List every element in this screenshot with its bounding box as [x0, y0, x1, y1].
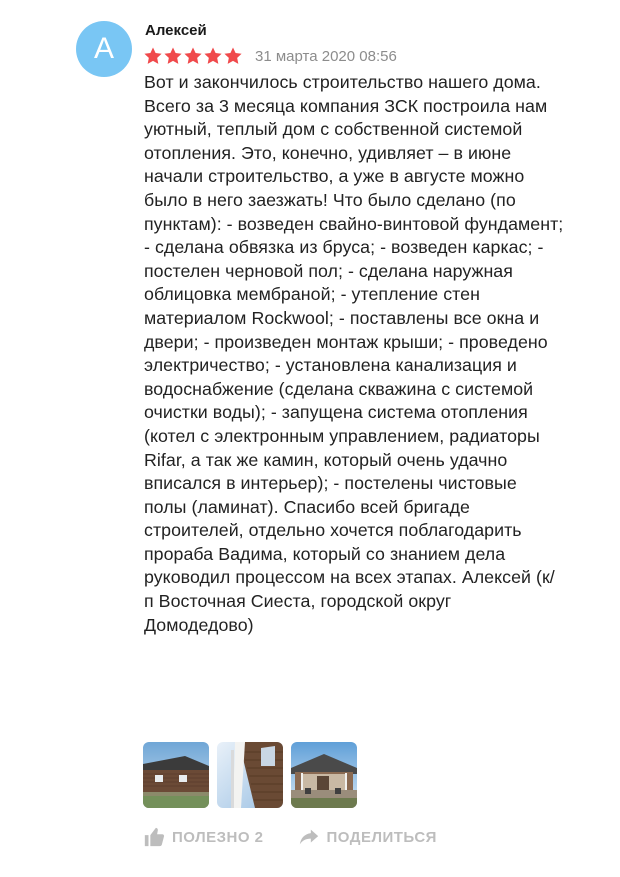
- review-actions: [143, 826, 437, 848]
- avatar-letter: А: [93, 32, 114, 65]
- review-text: Вот и закончилось строительство нашего дома. Всего за 3 месяца компания ЗСК построила нам уютный, теплый дом с собственной системой отопления. Это, конечно, удивляет – в июне начали строительство, а уже в августе можно было в него заезжать! Что было сделано (по пунктам): - возведен свайно-винтовой фундамент; - сделана обвязка из бруса; - возведен каркас; - постелен черновой пол; - сделана наружная облицовка мембраной; - утепление стен материалом Rockwool; - поставлены все окна и двери; - произведен монтаж крыши; - проведено электричество; - установлена канализация и водоснабжение (сделана скважина с системой очистки воды); - запущена система отопления (котел с электронным управлением, радиаторы Rifar, а так же камин, который очень удачно вписался в интерьер); - постелены чистовые полы (ламинат). Спасибо всей бригаде строителей, отдельно хочется поблагодарить прораба Вадима, который со знанием дела руководил процессом на всех этапах. Алексей (к/п Восточная Сиеста, городской округ Домодедово): [144, 72, 564, 635]
- share-label: ПОДЕЛИТЬСЯ: [326, 828, 437, 846]
- useful-label: ПОЛЕЗНО 2: [172, 828, 264, 846]
- avatar[interactable]: [76, 21, 132, 77]
- review-date: 31 марта 2020 08:56: [255, 47, 397, 65]
- star-icon: [203, 46, 223, 66]
- house-photo-thumbnail[interactable]: [143, 742, 209, 808]
- facade-photo-thumbnail[interactable]: [217, 742, 283, 808]
- star-icon: [223, 46, 243, 66]
- star-icon: [183, 46, 203, 66]
- thumbs-up-icon: [143, 826, 165, 848]
- star-icon: [163, 46, 183, 66]
- star-icon: [143, 46, 163, 66]
- porch-photo-thumbnail[interactable]: [291, 742, 357, 808]
- share-arrow-icon: [298, 826, 320, 848]
- rating-row: [143, 44, 397, 68]
- useful-button[interactable]: [143, 826, 264, 848]
- author-name[interactable]: Алексей: [145, 22, 207, 39]
- photo-gallery: [143, 742, 357, 808]
- star-rating: [143, 46, 243, 66]
- share-button[interactable]: [298, 826, 437, 848]
